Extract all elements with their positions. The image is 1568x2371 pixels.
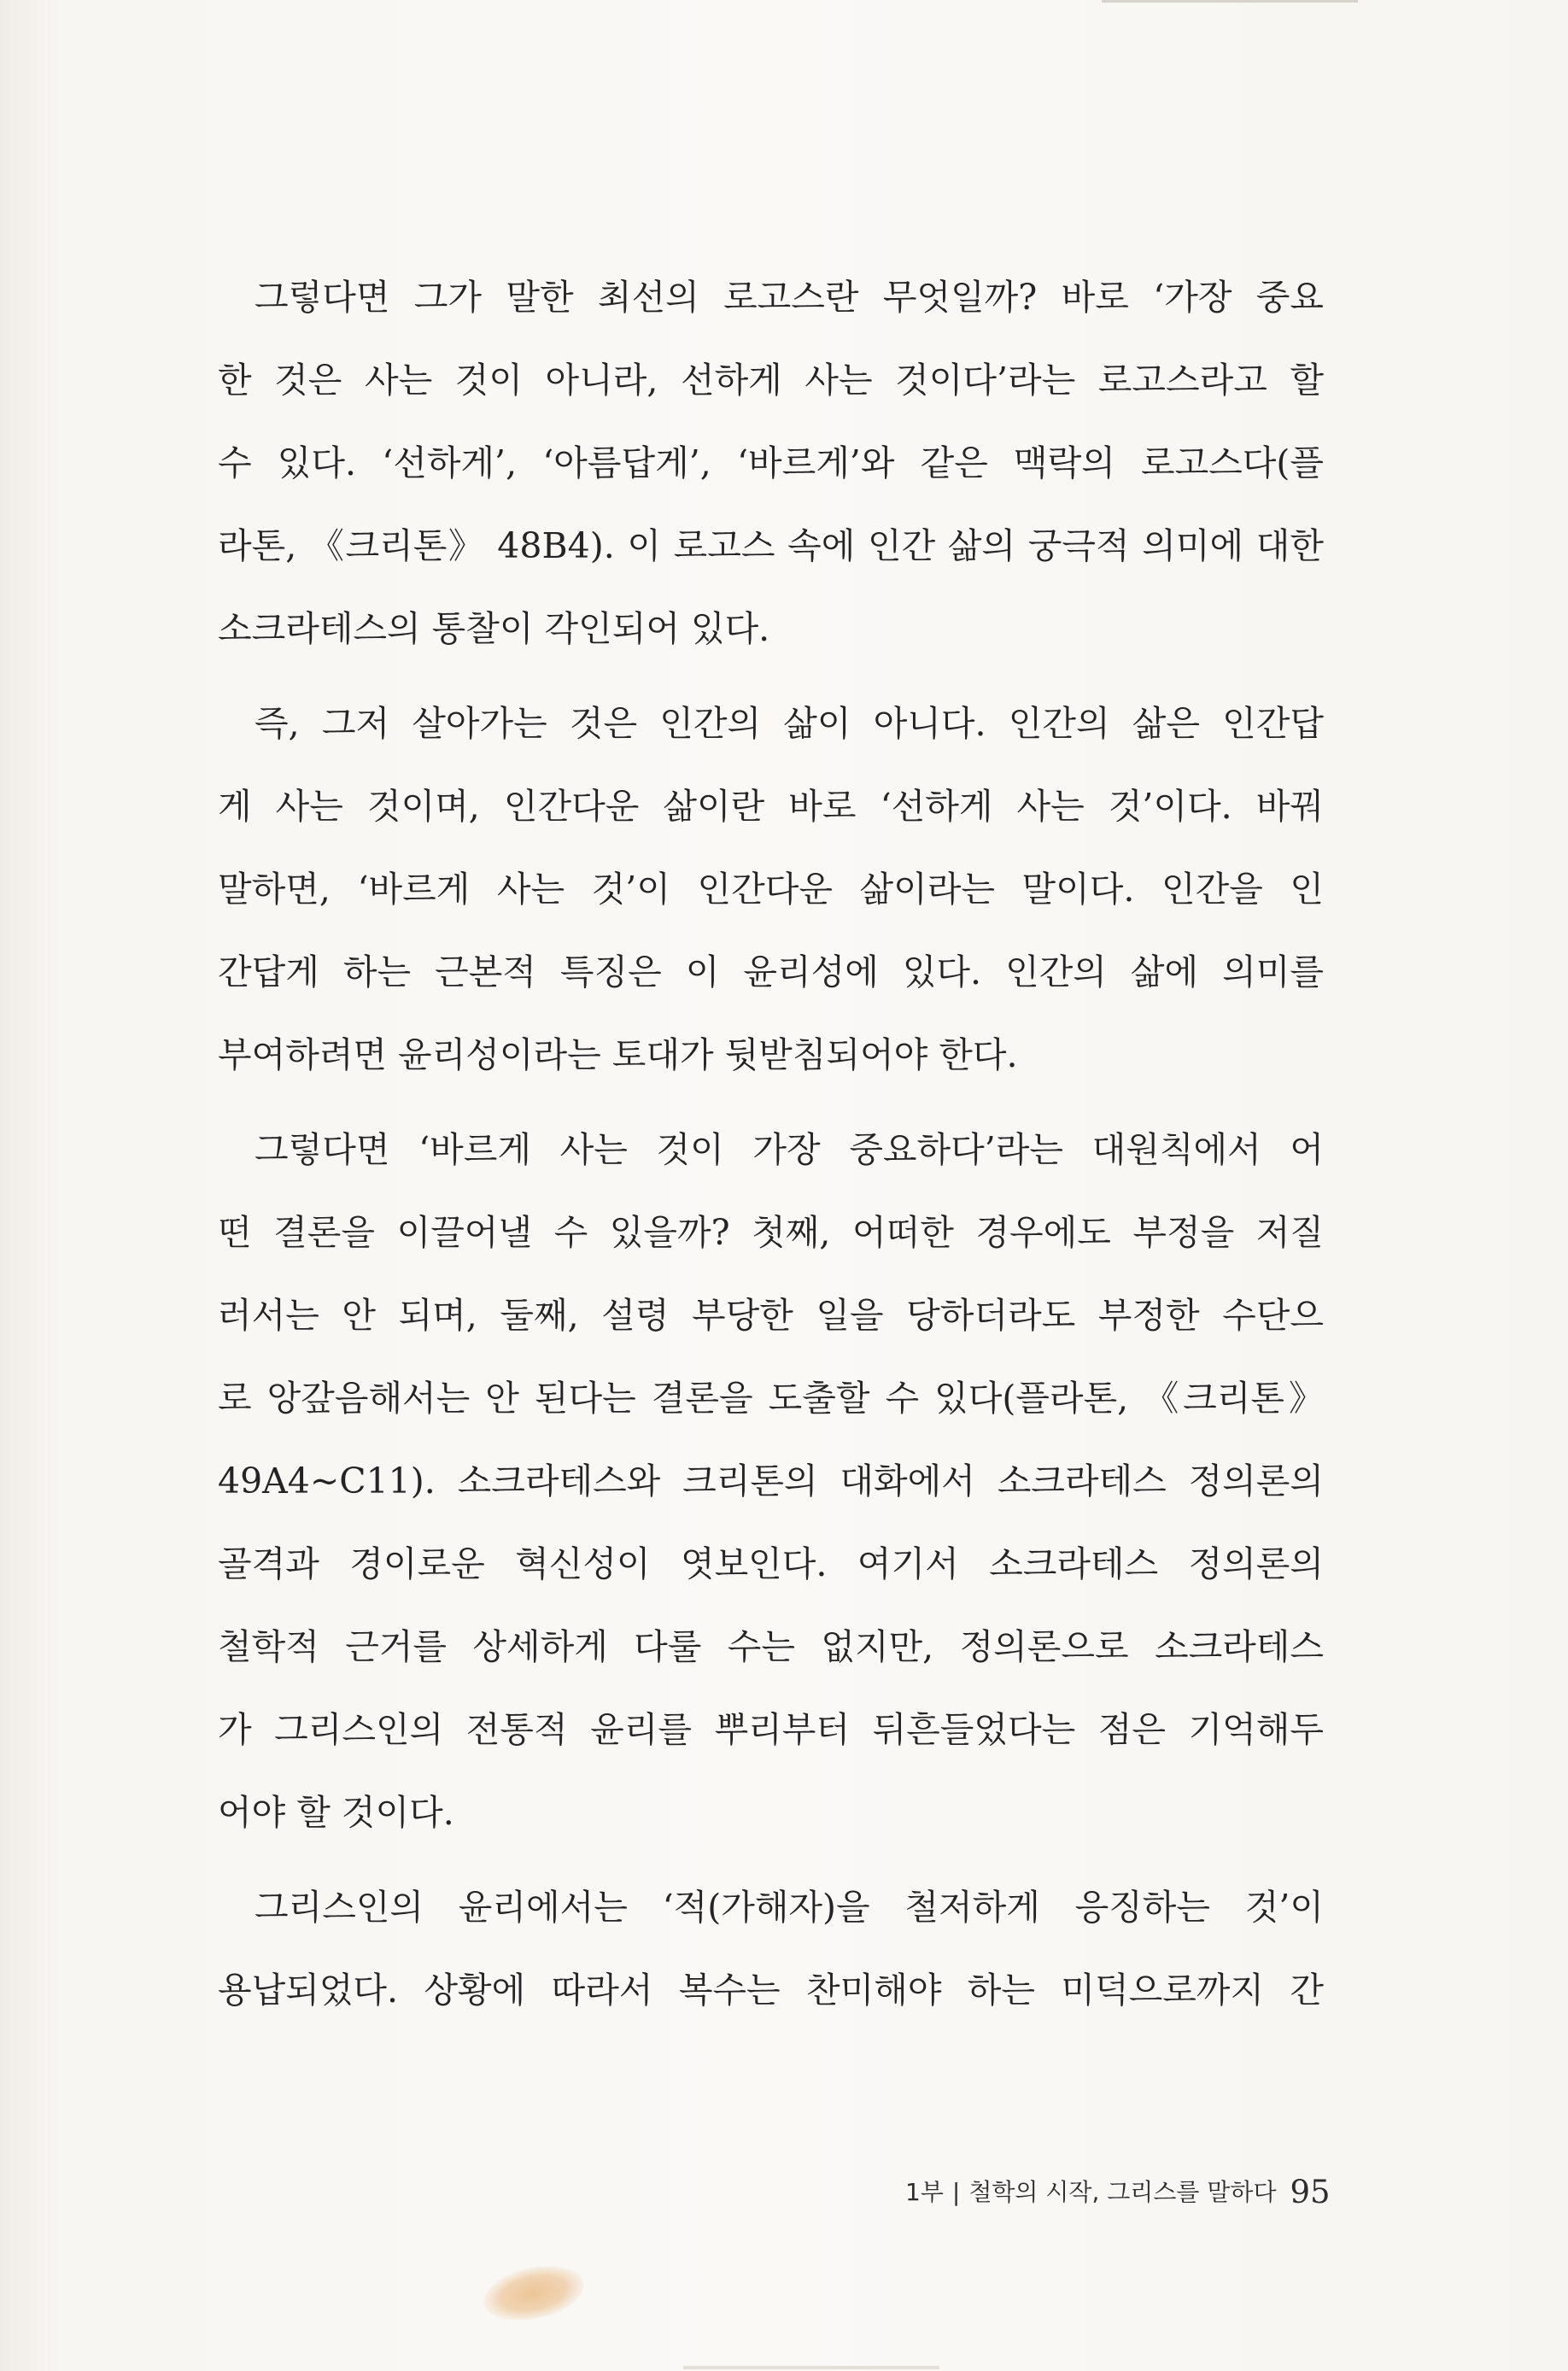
text-line: 말하면, ‘바르게 사는 것’이 인간다운 삶이라는 말이다. 인간을 인 <box>218 869 1324 910</box>
text-line: 라톤, 《크리톤》 48B4). 이 로고스 속에 인간 삶의 궁극적 의미에 대한 <box>218 525 1324 566</box>
bottom-edge-rule <box>683 2366 939 2369</box>
text-line: 가 그리스인의 전통적 윤리를 뿌리부터 뒤흔들었다는 점은 기억해두 <box>218 1709 1324 1750</box>
text-line: 그렇다면 그가 말한 최선의 로고스란 무엇일까? 바로 ‘가장 중요 <box>255 277 1324 318</box>
text-line: 용납되었다. 상황에 따라서 복수는 찬미해야 하는 미덕으로까지 간 <box>218 1970 1324 2011</box>
text-line: 그렇다면 ‘바르게 사는 것이 가장 중요하다’라는 대원칙에서 어 <box>255 1129 1324 1170</box>
text-line: 러서는 안 되며, 둘째, 설령 부당한 일을 당하더라도 부정한 수단으 <box>218 1295 1324 1336</box>
footer-separator: | <box>951 2178 961 2206</box>
text-line: 간답게 하는 근본적 특징은 이 윤리성에 있다. 인간의 삶에 의미를 <box>218 951 1324 992</box>
footer-part: 1부 <box>905 2178 944 2206</box>
text-line: 철학적 근거를 상세하게 다룰 수는 없지만, 정의론으로 소크라테스 <box>218 1626 1324 1667</box>
paragraph-1 <box>218 256 1324 670</box>
text-line: 로 앙갚음해서는 안 된다는 결론을 도출할 수 있다(플라톤, 《크리톤》 <box>218 1378 1324 1419</box>
text-line: 골격과 경이로운 혁신성이 엿보인다. 여기서 소크라테스 정의론의 <box>218 1543 1324 1584</box>
text-line: 부여하려면 윤리성이라는 토대가 뒷받침되어야 한다. <box>218 1034 1018 1075</box>
paragraph-4 <box>218 1866 1324 2032</box>
paper-stain <box>478 2257 589 2329</box>
text-line: 그리스인의 윤리에서는 ‘적(가해자)을 철저하게 응징하는 것’이 <box>255 1887 1324 1928</box>
text-line: 떤 결론을 이끌어낼 수 있을까? 첫째, 어떠한 경우에도 부정을 저질 <box>218 1212 1324 1253</box>
body-text <box>218 256 1324 2044</box>
text-line: 49A4~C11). 소크라테스와 크리톤의 대화에서 소크라테스 정의론의 <box>218 1461 1324 1502</box>
paragraph-3 <box>218 1109 1324 1854</box>
text-line: 어야 할 것이다. <box>218 1792 454 1833</box>
text-line: 한 것은 사는 것이 아니라, 선하게 사는 것이다’라는 로고스라고 할 <box>218 360 1324 401</box>
footer-chapter-title: 철학의 시작, 그리스를 말하다 <box>968 2178 1277 2206</box>
text-line: 게 사는 것이며, 인간다운 삶이란 바로 ‘선하게 사는 것’이다. 바꿔 <box>218 786 1324 827</box>
text-line: 즉, 그저 살아가는 것은 인간의 삶이 아니다. 인간의 삶은 인간답 <box>255 703 1324 744</box>
text-line: 소크라테스의 통찰이 각인되어 있다. <box>218 608 770 649</box>
running-footer <box>905 2174 1331 2210</box>
text-line: 수 있다. ‘선하게’, ‘아름답게’, ‘바르게’와 같은 맥락의 로고스다(플 <box>218 442 1324 483</box>
page-number: 95 <box>1290 2174 1331 2210</box>
top-edge-rule <box>1102 0 1358 3</box>
paragraph-2 <box>218 682 1324 1097</box>
